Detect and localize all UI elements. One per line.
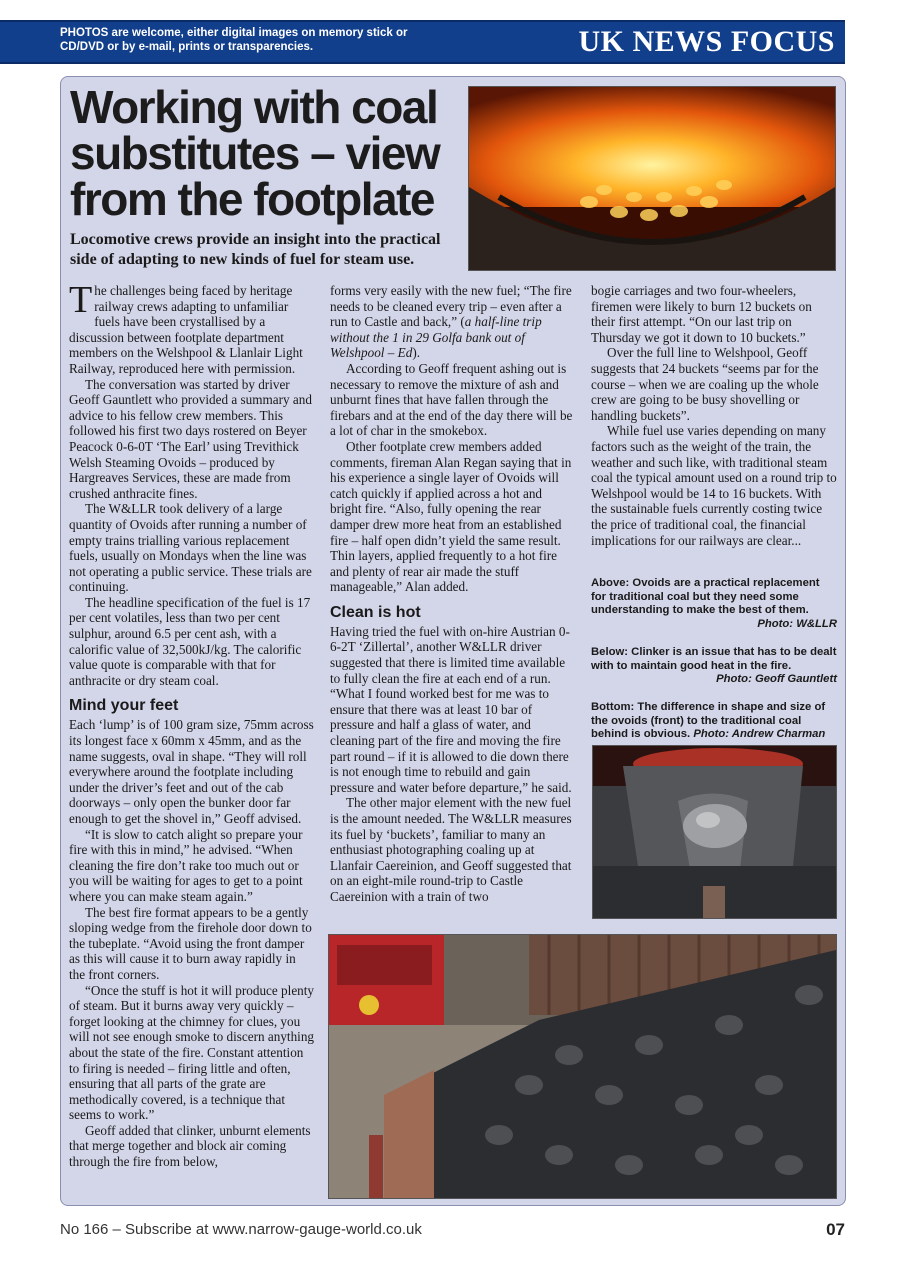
editor-note: a half-line trip without the 1 in 29 Golfa bank out of Welshpool – Ed xyxy=(330,314,542,361)
subheading: Clean is hot xyxy=(330,603,421,621)
paragraph: “It is slow to catch alight so prepare your fire with this in mind,” he advised. “When cleaning the fire don’t rake too much out or you will be waiting for ages to get to a point where you can make steam again.” xyxy=(69,826,303,904)
paragraph: Each ‘lump’ is of 100 gram size, 75mm across its longest face x 60mm x 45mm, and as the name suggests, oval in shape. “They will roll everywhere around the footplate including under the driver’s feet and out of the cab doorways – only open the bunker door far enough to get the shovel in,” Geoff advised. xyxy=(69,717,314,826)
paragraph: While fuel use varies depending on many factors such as the weight of the train, the weather and such like, with traditional steam coal the typical amount used on a round trip to Welshpool would be 14 to 16 buckets. With the sustainable fuels currently costing twice the price of traditional coal, the financial implications for our railways are clear... xyxy=(591,423,837,548)
paragraph: bogie carriages and two four-wheelers, firemen were likely to burn 12 buckets on their first attempt. “On our last trip on Thursday we got it down to 10 buckets.” xyxy=(591,283,812,345)
article-column-3 xyxy=(591,283,837,548)
article-headline: Working with coal substitutes – view from the footplate xyxy=(70,81,440,225)
photo-credit: Photo: W&LLR xyxy=(757,617,837,630)
article-standfirst: Locomotive crews provide an insight into the practical side of adapting to new kinds of fuel for steam use. xyxy=(70,231,441,268)
paragraph: The headline specification of the fuel is 17 per cent volatiles, less than two per cent sulphur, around 6.5 per cent ash, with a calorific value of 32,500kJ/kg. The calorific value quote is comparable with that for anthracite or dry steam coal. xyxy=(69,594,311,688)
paragraph-text: forms very easily with the new fuel; “The fire needs to be cleaned every trip – even after a run to Castle and back,” ( xyxy=(330,283,572,330)
article-column-1 xyxy=(69,279,315,1170)
paragraph: Geoff added that clinker, unburnt elements that merge together and block air coming through the fire from below, xyxy=(69,1122,311,1170)
caption-text: Above: Ovoids are a practical replacement for traditional coal but they need some understanding to make the best of them. xyxy=(591,577,820,616)
section-banner xyxy=(0,20,845,64)
caption-text: Below: Clinker is an issue that has to be dealt with to maintain good heat in the fire. xyxy=(591,646,837,672)
coal-pile-photo xyxy=(328,934,837,1199)
paragraph: Other footplate crew members added comments, fireman Alan Regan saying that in his experience a single layer of Ovoids will catch quickly if applied across a hot and bright fire. “Also, fully opening the rear damper drew more heat from an established fire – half open didn’t yield the same result. Thin layers, applied frequently to a hot fire and plenty of rear air made the stuff manageable,” Alan added. xyxy=(330,438,572,595)
paragraph xyxy=(69,279,315,377)
photo-credit: Photo: Andrew Charman xyxy=(693,728,826,740)
issue-footer: No 166 – Subscribe at www.narrow-gauge-world.co.uk xyxy=(60,1221,422,1238)
section-title: UK NEWS FOCUS xyxy=(578,25,835,58)
caption-text: Bottom: The difference in shape and size of the ovoids (front) to the traditional coal behind is obvious. xyxy=(591,701,826,740)
drop-cap: T xyxy=(69,279,93,321)
paragraph xyxy=(330,283,576,361)
paragraph: The other major element with the new fuel is the amount needed. The W&LLR measures its fuel by ‘buckets’, familiar to many an enthusiast photographing coaling up at Llanfair Caereinion, and Geoff suggested that on an eight-mile round-trip to Castle Caereinion with a train of two xyxy=(330,795,572,904)
paragraph: “Once the stuff is hot it will produce plenty of steam. But it burns away very quickly – forget looking at the chimney for clues, you will not see enough smoke to discern anything about the state of the fire. Constant attention to firing is needed – firing little and often, ensuring that all parts of the grate are methodically covered, is a technique that seems to work.” xyxy=(69,982,315,1123)
paragraph-text: he challenges being faced by heritage railway crews adapting to unfamiliar fuels have been crystallised by a discussion between footplate department members on the Welshpool & Llanlair Light Railway, reproduced here with permission. xyxy=(69,283,303,376)
firebox-photo xyxy=(468,86,836,271)
page-number: 07 xyxy=(826,1220,845,1239)
paragraph: Having tried the fuel with on-hire Austrian 0-6-2T ‘Zillertal’, another W&LLR driver suggested that there is limited time available to fully clean the fire at each end of a run. “What I found worked best for me was to ensure that there was at least 10 bar of pressure and half a glass of water, and cleaning part of the fire and moving the fire part round – if it is allowed to die down there is not enough time to rebuild and gain pressure and water before departure,” he said. xyxy=(330,623,572,795)
paragraph: The W&LLR took delivery of a large quantity of Ovoids after running a number of empty trains trialling various replacement fuels, usually on Mondays when the line was not operating a public service. These trials are continuing. xyxy=(69,501,312,595)
paragraph: The best fire format appears to be a gently sloping wedge from the firehole door down to the tubeplate. “Avoid using the front damper as this will cause it to burn away rapidly in the front corners. xyxy=(69,904,312,982)
paragraph-text: ). xyxy=(412,345,421,361)
caption-above xyxy=(591,577,837,631)
subheading: Mind your feet xyxy=(69,697,179,715)
clinker-photo xyxy=(592,745,837,919)
paragraph: According to Geoff frequent ashing out is necessary to remove the mixture of ash and unburnt fines that have fallen through the firebars and at the end of the day there will be a lot of char in the smokebox. xyxy=(330,360,573,439)
caption-below xyxy=(591,646,837,687)
caption-bottom xyxy=(591,701,837,742)
photo-credit: Photo: Geoff Gauntlett xyxy=(716,673,837,685)
article-column-2 xyxy=(330,283,576,905)
photos-welcome-note: PHOTOS are welcome, either digital images on memory stick or CD/DVD or by e-mail, prints or transparencies. xyxy=(60,27,408,53)
paragraph: The conversation was started by driver Geoff Gauntlett who provided a summary and advice to his fellow crew members. This followed his first two days rostered on Beyer Peacock 0-6-0T ‘The Earl’ using Trevithick Welsh Steaming Ovoids – produced by Hargreaves Services, these are made from crushed anthracite fines. xyxy=(69,376,312,501)
paragraph: Over the full line to Welshpool, Geoff suggests that 24 buckets “seems par for the course – when we are coaling up the whole crew are going to be busy shovelling or handling buckets”. xyxy=(591,345,819,423)
